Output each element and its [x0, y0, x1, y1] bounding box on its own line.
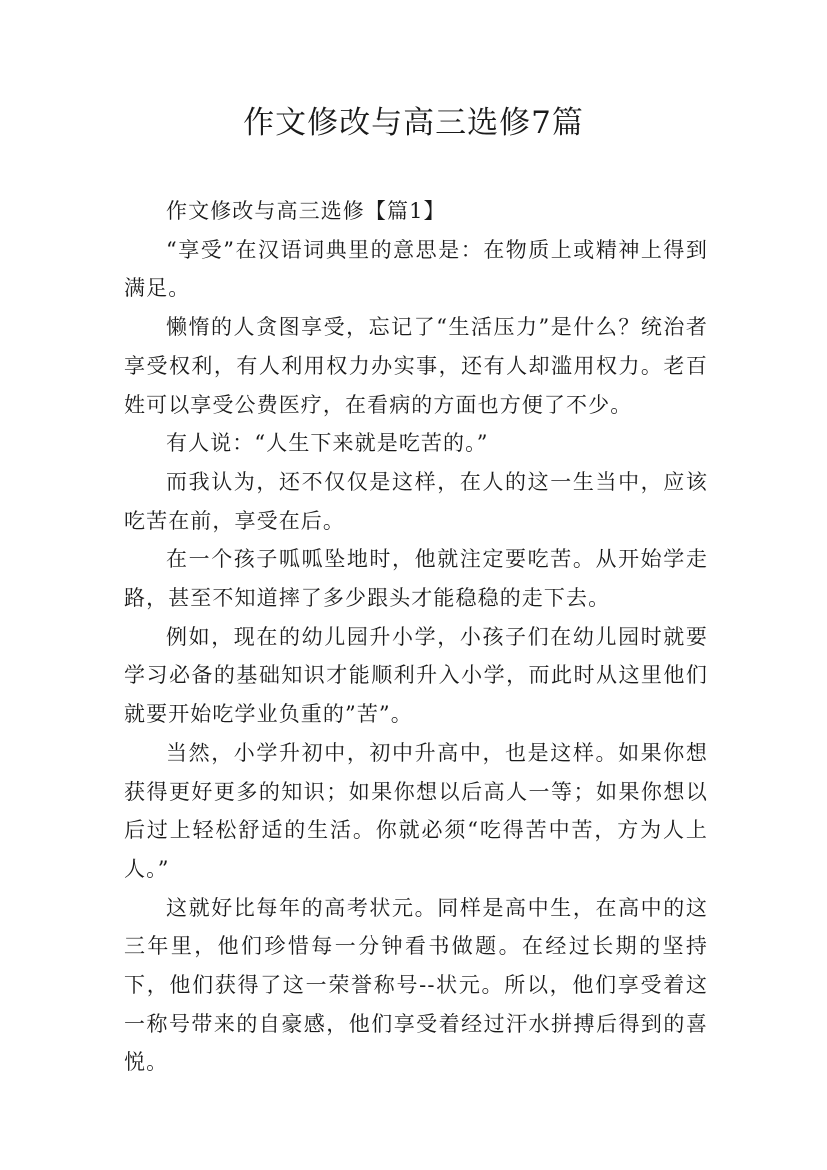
paragraph: 而我认为，还不仅仅是这样，在人的这一生当中，应该吃苦在前，享受在后。 — [124, 469, 708, 533]
paragraph: 例如，现在的幼儿园升小学，小孩子们在幼儿园时就要学习必备的基础知识才能顺利升入小学，而此时从这里他们就要开始吃学业负重的”苦”。 — [124, 624, 708, 727]
paragraph: 这就好比每年的高考状元。同样是高中生，在高中的这三年里，他们珍惜每一分钟看书做题。在经过长期的坚持下，他们获得了这一荣誉称号--状元。所以，他们享受着这一称号带来的自豪感，他们享受着经过汗水拼搏后得到的喜悦。 — [124, 895, 708, 1075]
section-heading: 作文修改与高三选修【篇1】 — [166, 199, 446, 223]
paragraph: “享受”在汉语词典里的意思是：在物质上或精神上得到满足。 — [124, 237, 708, 301]
document-title: 作文修改与高三选修7篇 — [243, 105, 584, 141]
paragraph: 在一个孩子呱呱坠地时，他就注定要吃苦。从开始学走路，甚至不知道摔了多少跟头才能稳稳的走下去。 — [124, 547, 708, 611]
document-body — [124, 192, 708, 1082]
paragraph: 当然，小学升初中，初中升高中，也是这样。如果你想获得更好更多的知识；如果你想以后高人一等；如果你想以后过上轻松舒适的生活。你就必须“吃得苦中苦，方为人上人。” — [124, 740, 708, 881]
paragraph: 懒惰的人贪图享受，忘记了“生活压力”是什么？统治者享受权利，有人利用权力办实事，还有人却滥用权力。老百姓可以享受公费医疗，在看病的方面也方便了不少。 — [124, 315, 708, 417]
paragraph: 有人说：“人生下来就是吃苦的。” — [166, 431, 489, 456]
